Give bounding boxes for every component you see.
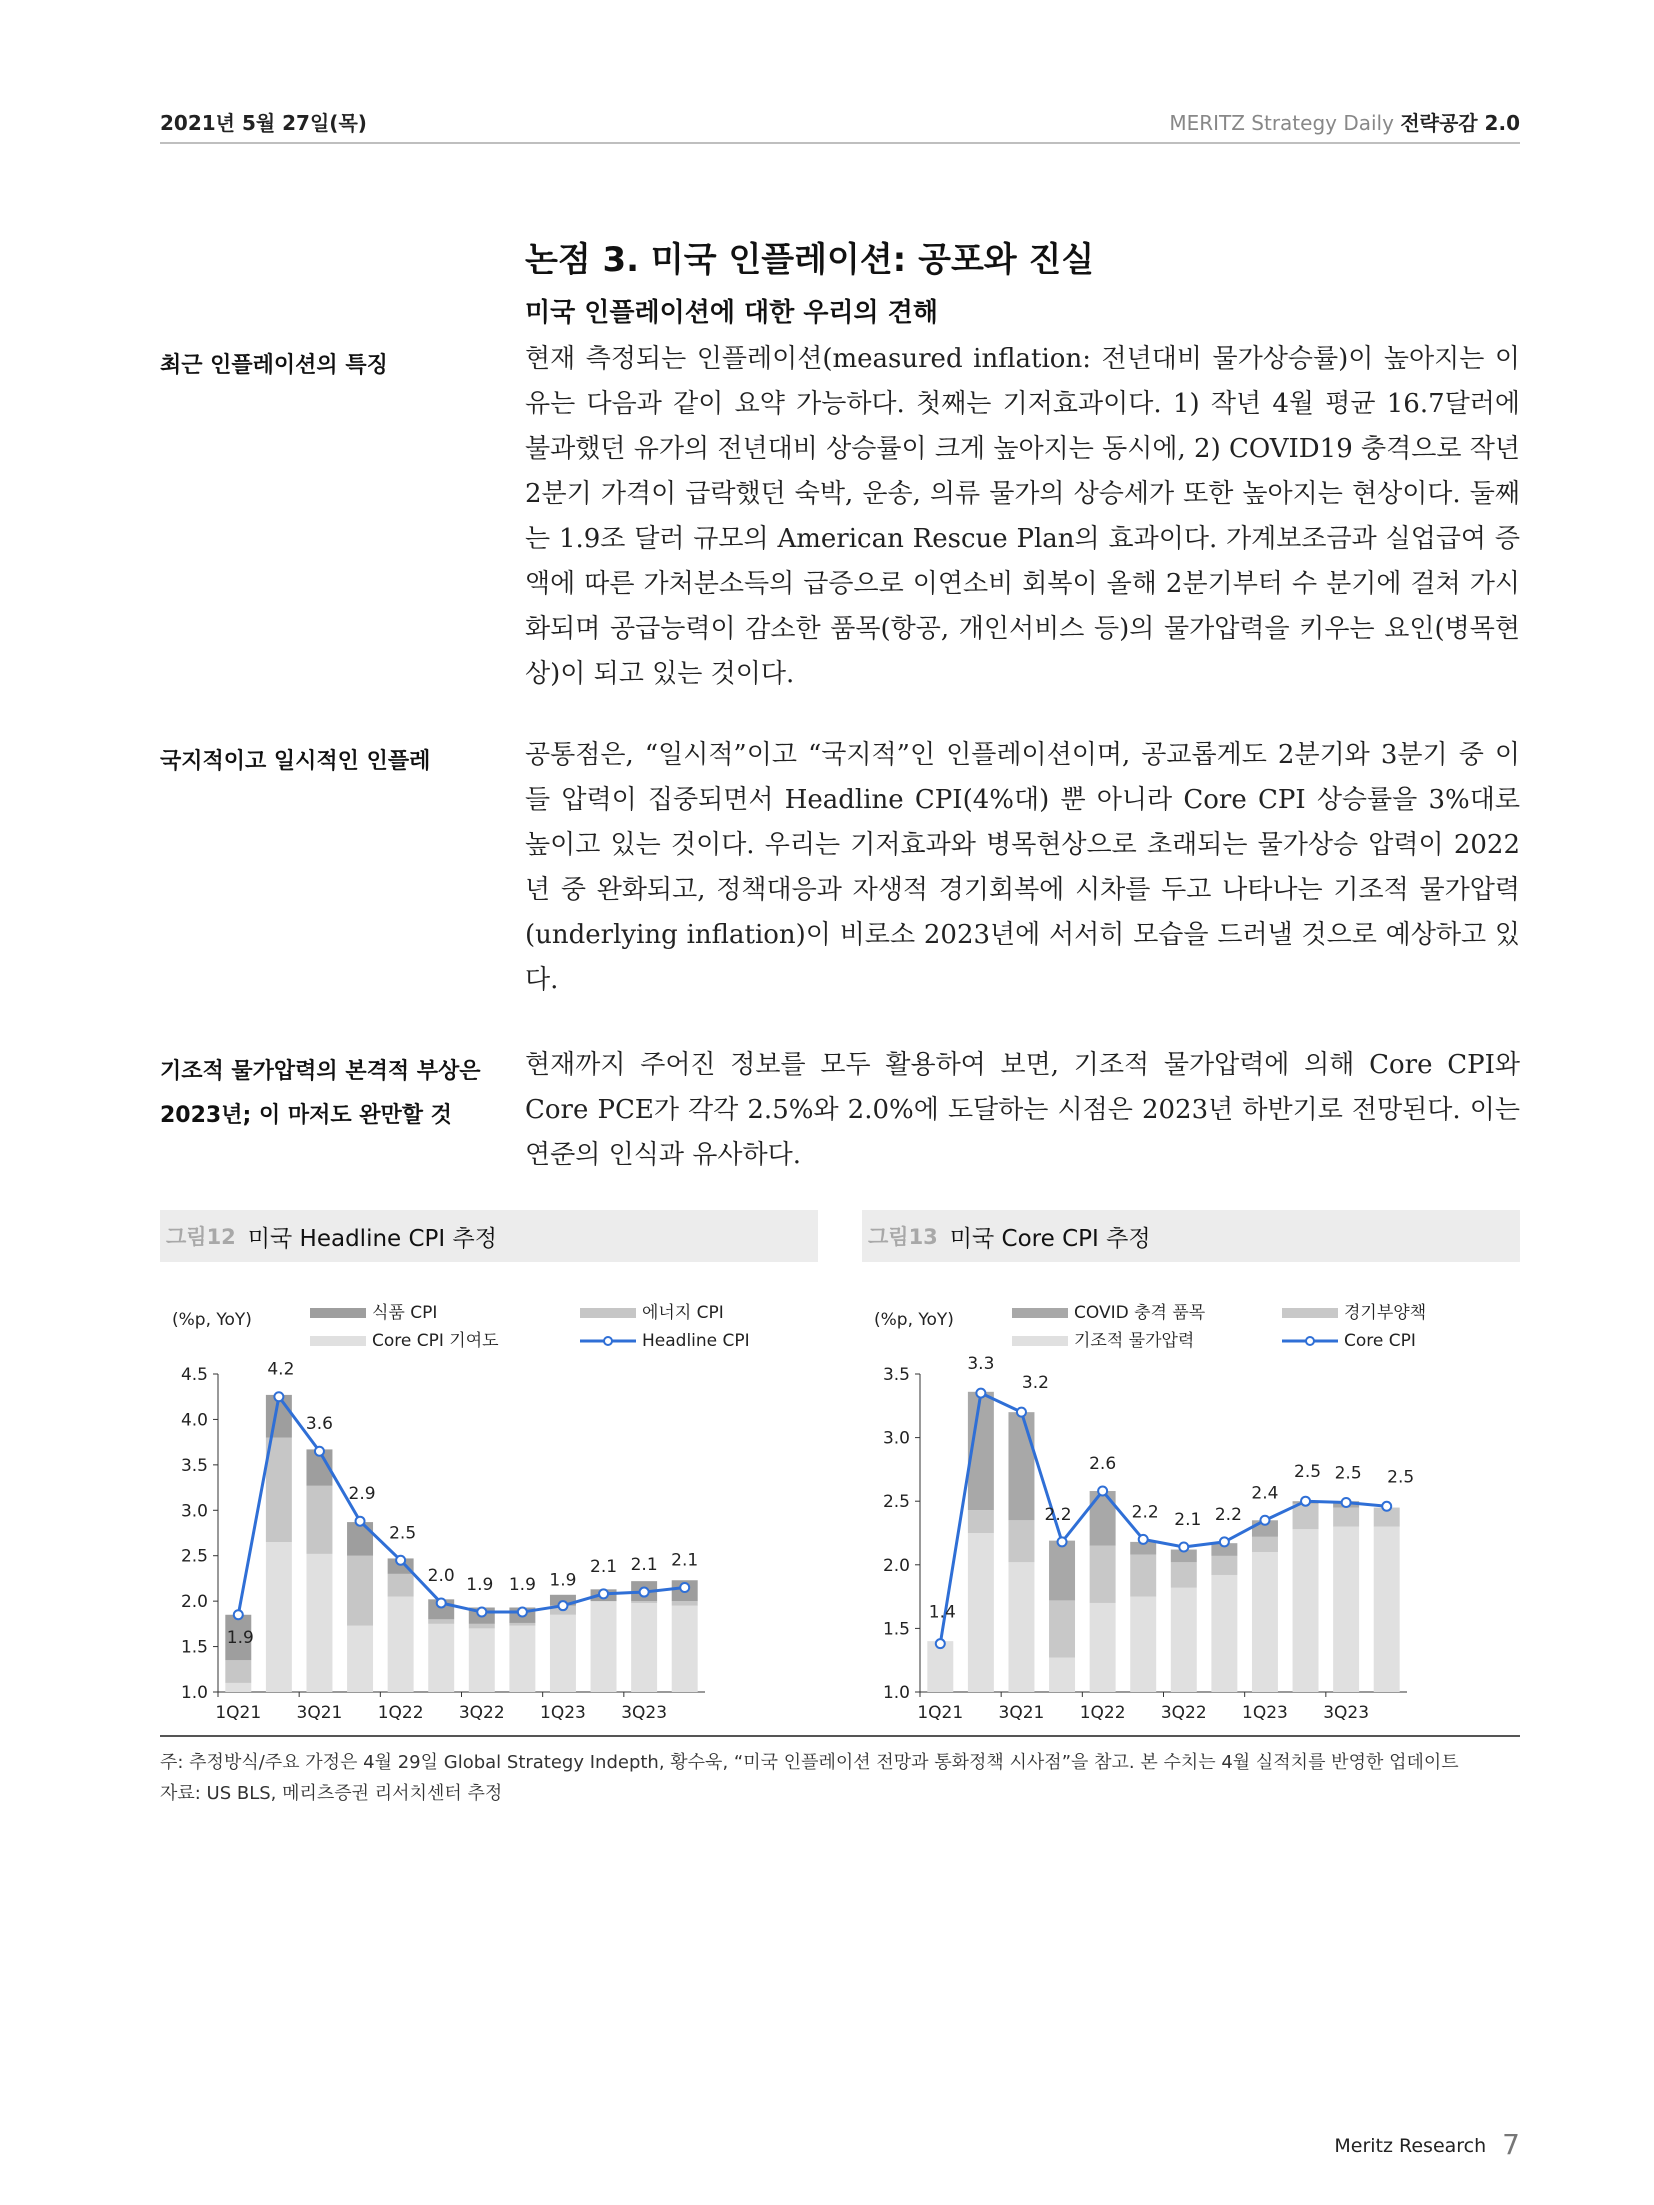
headline-line-point (680, 1583, 689, 1592)
headline-bar-1-0 (225, 1660, 251, 1683)
core-bar-0-10 (1333, 1527, 1359, 1692)
headline-line-point (396, 1556, 405, 1565)
core-y-tick-label: 1.0 (882, 1683, 910, 1703)
headline-bar-0-3 (347, 1626, 373, 1692)
core-x-tick-label: 1Q21 (917, 1703, 964, 1723)
headline-x-tick-label: 3Q23 (621, 1703, 668, 1723)
headline-bar-1-5 (428, 1619, 454, 1624)
core-data-label: 2.5 (1294, 1462, 1322, 1483)
core-bar-1-9 (1293, 1504, 1319, 1529)
headline-line-point (274, 1392, 283, 1401)
core-bar-0-6 (1171, 1588, 1197, 1692)
core-x-tick-label: 3Q23 (1323, 1703, 1370, 1723)
headline-data-label: 1.9 (226, 1627, 254, 1648)
core-x-tick-label: 1Q22 (1079, 1703, 1126, 1723)
core-data-label: 2.4 (1251, 1483, 1279, 1504)
headline-line-point (477, 1608, 486, 1617)
core-bar-0-7 (1211, 1575, 1237, 1692)
headline-data-label: 2.1 (590, 1556, 618, 1577)
headline-line-point (315, 1447, 324, 1456)
core-bar-0-1 (968, 1533, 994, 1692)
headline-data-label: 4.2 (267, 1359, 295, 1380)
headline-line-point (640, 1588, 649, 1597)
headline-bar-0-0 (225, 1683, 251, 1692)
side-heading-3: 기조적 물가압력의 본격적 부상은 2023년; 이 마저도 완만할 것 (160, 1059, 481, 1128)
core-line-point (1098, 1487, 1107, 1496)
core-bar-0-11 (1374, 1527, 1400, 1692)
core-data-label: 2.2 (1044, 1504, 1072, 1525)
header-series: MERITZ Strategy Daily (1169, 110, 1394, 135)
headline-legend-swatch-0 (310, 1308, 366, 1318)
figure-13-number: 그림13 (868, 1225, 938, 1249)
core-bar-0-3 (1049, 1658, 1075, 1692)
core-data-label: 2.2 (1131, 1502, 1159, 1523)
section-title: 논점 3. 미국 인플레이션: 공포와 진실 (525, 240, 1095, 280)
headline-bar-0-2 (306, 1554, 332, 1692)
core-data-label: 2.5 (1387, 1467, 1415, 1488)
headline-bar-0-10 (631, 1603, 657, 1692)
headline-line-point (518, 1608, 527, 1617)
source-text: 자료: US BLS, 메리츠증권 리서치센터 추정 (160, 1783, 503, 1804)
header-date: 2021년 5월 27일(목) (160, 110, 367, 135)
core-bar-1-10 (1333, 1508, 1359, 1527)
side-heading-1: 최근 인플레이션의 특징 (160, 353, 388, 378)
figure-13-name: 미국 Core CPI 추정 (949, 1225, 1151, 1252)
headline-line-point (437, 1598, 446, 1607)
headline-bar-1-11 (672, 1601, 698, 1606)
core-line-point (1382, 1502, 1391, 1511)
headline-legend-label-0: 식품 CPI (372, 1303, 438, 1323)
core-line-point (1058, 1537, 1067, 1546)
headline-data-label: 2.0 (427, 1565, 455, 1586)
core-line-point (1139, 1535, 1148, 1544)
headline-bar-0-5 (428, 1624, 454, 1692)
headline-legend-label-2: Core CPI 기여도 (372, 1331, 499, 1351)
core-x-tick-label: 3Q22 (1160, 1703, 1207, 1723)
core-line-point (1017, 1408, 1026, 1417)
figure-notes (160, 1735, 1520, 1809)
core-legend-swatch-2 (1012, 1336, 1068, 1346)
headline-x-tick-label: 3Q22 (458, 1703, 505, 1723)
core-y-tick-label: 1.5 (882, 1619, 910, 1640)
core-bar-1-7 (1211, 1556, 1237, 1575)
headline-bar-1-6 (469, 1624, 495, 1629)
paragraph-2: 공통점은, “일시적”이고 “국지적”인 인플레이션이며, 공교롭게도 2분기와 3분기 중 이들 압력이 집중되면서 Headline CPI(4%대) 뿐 아니라 Core CPI 상승률을 3%대로 높이고 있는 것이다. 우리는 기저효과와 병목현상으로 초래되는 물가상승 압력이 2022년 중 완화되고, 정책대응과 자생적 경기회복에 시차를 두고 나타나는 기조적 물가압력(underlying inflation)이 비로소 2023년에 서서히 모습을 드러낼 것으로 예상하고 있다. (525, 740, 1520, 995)
headline-y-tick-label: 1.5 (180, 1637, 208, 1658)
core-bar-1-3 (1049, 1600, 1075, 1657)
core-bar-2-4 (1090, 1491, 1116, 1546)
headline-legend-marker (604, 1337, 612, 1345)
headline-legend-swatch-1 (580, 1308, 636, 1318)
core-legend-label-2: 기조적 물가압력 (1074, 1331, 1195, 1351)
header-title: 전략공감 2.0 (1400, 110, 1520, 135)
core-bar-2-2 (1008, 1412, 1034, 1520)
headline-legend-label-1: 에너지 CPI (642, 1303, 724, 1323)
headline-cpi-chart (160, 1280, 820, 1730)
headline-bar-1-3 (347, 1556, 373, 1626)
figure-12-name: 미국 Headline CPI 추정 (247, 1225, 497, 1252)
headline-x-tick-label: 1Q21 (215, 1703, 262, 1723)
headline-x-tick-label: 1Q22 (377, 1703, 424, 1723)
page-number: 7 (1502, 2128, 1520, 2161)
core-bar-0-4 (1090, 1603, 1116, 1692)
headline-y-tick-label: 3.5 (180, 1455, 208, 1476)
core-y-tick-label: 3.0 (882, 1428, 910, 1449)
footer-brand: Meritz Research (1334, 2135, 1487, 2157)
core-bar-0-5 (1130, 1597, 1156, 1692)
core-cpi-chart (862, 1280, 1522, 1730)
headline-data-label: 2.5 (389, 1523, 417, 1544)
headline-bar-0-4 (388, 1597, 414, 1692)
core-bar-0-9 (1293, 1529, 1319, 1692)
core-bar-0-8 (1252, 1552, 1278, 1692)
core-data-label: 3.3 (967, 1354, 995, 1375)
core-data-label: 1.4 (928, 1602, 956, 1623)
note-text: 주: 추정방식/주요 가정은 4월 29일 Global Strategy Indepth, 황수욱, “미국 인플레이션 전망과 통화정책 시사점”을 참고. 본 수치는 4월 실적치를 반영한 업데이트 (160, 1752, 1459, 1773)
core-bar-2-3 (1049, 1541, 1075, 1601)
core-legend-swatch-1 (1282, 1308, 1338, 1318)
section-subtitle: 미국 인플레이션에 대한 우리의 견해 (525, 298, 938, 328)
headline-data-label: 1.9 (466, 1575, 494, 1596)
core-unit-label: (%p, YoY) (874, 1310, 954, 1330)
paragraph-3: 현재까지 주어진 정보를 모두 활용하여 보면, 기조적 물가압력에 의해 Core CPI와 Core PCE가 각각 2.5%와 2.0%에 도달하는 시점은 2023년 하반기로 전망된다. 이는 연준의 인식과 유사하다. (525, 1050, 1520, 1170)
core-bar-1-2 (1008, 1520, 1034, 1562)
headline-line-point (356, 1517, 365, 1526)
core-line-point (1179, 1542, 1188, 1551)
headline-y-tick-label: 3.0 (180, 1501, 208, 1522)
core-data-label: 2.1 (1174, 1509, 1202, 1530)
core-legend-marker (1306, 1337, 1314, 1345)
headline-legend-swatch-2 (310, 1336, 366, 1346)
core-bar-1-1 (968, 1510, 994, 1533)
core-y-tick-label: 2.5 (882, 1492, 910, 1513)
core-legend-label-0: COVID 충격 품목 (1074, 1303, 1206, 1323)
page-header (160, 100, 1520, 144)
headline-line-point (558, 1601, 567, 1610)
headline-data-label: 3.6 (305, 1414, 333, 1435)
core-bar-1-5 (1130, 1555, 1156, 1597)
core-line-point (1301, 1497, 1310, 1506)
headline-bar-0-11 (672, 1606, 698, 1692)
headline-bar-1-2 (306, 1486, 332, 1554)
headline-data-label: 1.9 (508, 1575, 536, 1596)
core-x-tick-label: 1Q23 (1242, 1703, 1288, 1723)
headline-bar-1-4 (388, 1574, 414, 1597)
core-data-label: 3.2 (1021, 1373, 1049, 1394)
headline-bar-1-7 (509, 1623, 535, 1626)
paragraph-1: 현재 측정되는 인플레이션(measured inflation: 전년대비 물가상승률)이 높아지는 이유는 다음과 같이 요약 가능하다. 첫째는 기저효과이다. 1) 작년 4월 평균 16.7달러에 불과했던 유가의 전년대비 상승률이 크게 높아지는 동시에, 2) COVID19 충격으로 작년 2분기 가격이 급락했던 숙박, 운송, 의류 물가의 상승세가 또한 높아지는 현상이다. 둘째는 1.9조 달러 규모의 American Rescue Plan의 효과이다. 가계보조금과 실업급여 증액에 따른 가처분소득의 급증으로 이연소비 회복이 올해 2분기부터 수 분기에 걸쳐 가시화되며 공급능력이 감소한 품목(항공, 개인서비스 등)의 물가압력을 키우는 요인(병목현상)이 되고 있는 것이다. (525, 344, 1520, 689)
headline-data-label: 2.9 (348, 1484, 376, 1505)
core-line-point (1342, 1498, 1351, 1507)
headline-bar-2-3 (347, 1522, 373, 1556)
headline-y-tick-label: 1.0 (180, 1683, 208, 1703)
headline-x-tick-label: 1Q23 (540, 1703, 586, 1723)
headline-legend-label-3: Headline CPI (642, 1331, 750, 1351)
headline-bar-0-1 (266, 1542, 292, 1692)
headline-bar-0-8 (550, 1615, 576, 1692)
core-data-label: 2.5 (1334, 1463, 1362, 1484)
core-y-tick-label: 2.0 (882, 1555, 910, 1576)
core-bar-1-6 (1171, 1562, 1197, 1587)
core-line-series (940, 1393, 1386, 1644)
headline-line-point (234, 1610, 243, 1619)
header-brand (1169, 107, 1520, 136)
headline-x-tick-label: 3Q21 (296, 1703, 343, 1723)
core-x-tick-label: 3Q21 (998, 1703, 1045, 1723)
core-data-label: 2.6 (1089, 1454, 1117, 1475)
headline-y-tick-label: 2.0 (180, 1592, 208, 1613)
core-bar-0-2 (1008, 1562, 1034, 1692)
headline-data-label: 1.9 (549, 1570, 577, 1591)
core-legend-swatch-0 (1012, 1308, 1068, 1318)
core-line-point (976, 1389, 985, 1398)
headline-bar-1-10 (631, 1601, 657, 1603)
headline-unit-label: (%p, YoY) (172, 1310, 252, 1330)
headline-y-tick-label: 4.5 (180, 1365, 208, 1385)
headline-data-label: 2.1 (671, 1550, 699, 1571)
figure-12-number: 그림12 (166, 1225, 236, 1249)
core-legend-label-1: 경기부양책 (1344, 1303, 1427, 1323)
figure-12-title (160, 1210, 818, 1262)
core-y-tick-label: 3.5 (882, 1365, 910, 1385)
headline-line-point (599, 1589, 608, 1598)
core-legend-label-3: Core CPI (1344, 1331, 1416, 1351)
core-bar-1-8 (1252, 1537, 1278, 1552)
headline-bar-0-9 (591, 1601, 617, 1692)
figure-13-title (862, 1210, 1520, 1262)
headline-bar-0-7 (509, 1626, 535, 1692)
headline-y-tick-label: 4.0 (180, 1410, 208, 1431)
core-data-label: 2.2 (1214, 1504, 1242, 1525)
core-bar-1-4 (1090, 1546, 1116, 1603)
page-footer (1330, 2128, 1520, 2161)
core-line-point (1220, 1537, 1229, 1546)
headline-data-label: 2.1 (630, 1555, 658, 1576)
core-line-point (936, 1639, 945, 1648)
headline-bar-0-6 (469, 1628, 495, 1692)
headline-y-tick-label: 2.5 (180, 1546, 208, 1567)
core-line-point (1260, 1516, 1269, 1525)
side-heading-2: 국지적이고 일시적인 인플레 (160, 749, 431, 774)
